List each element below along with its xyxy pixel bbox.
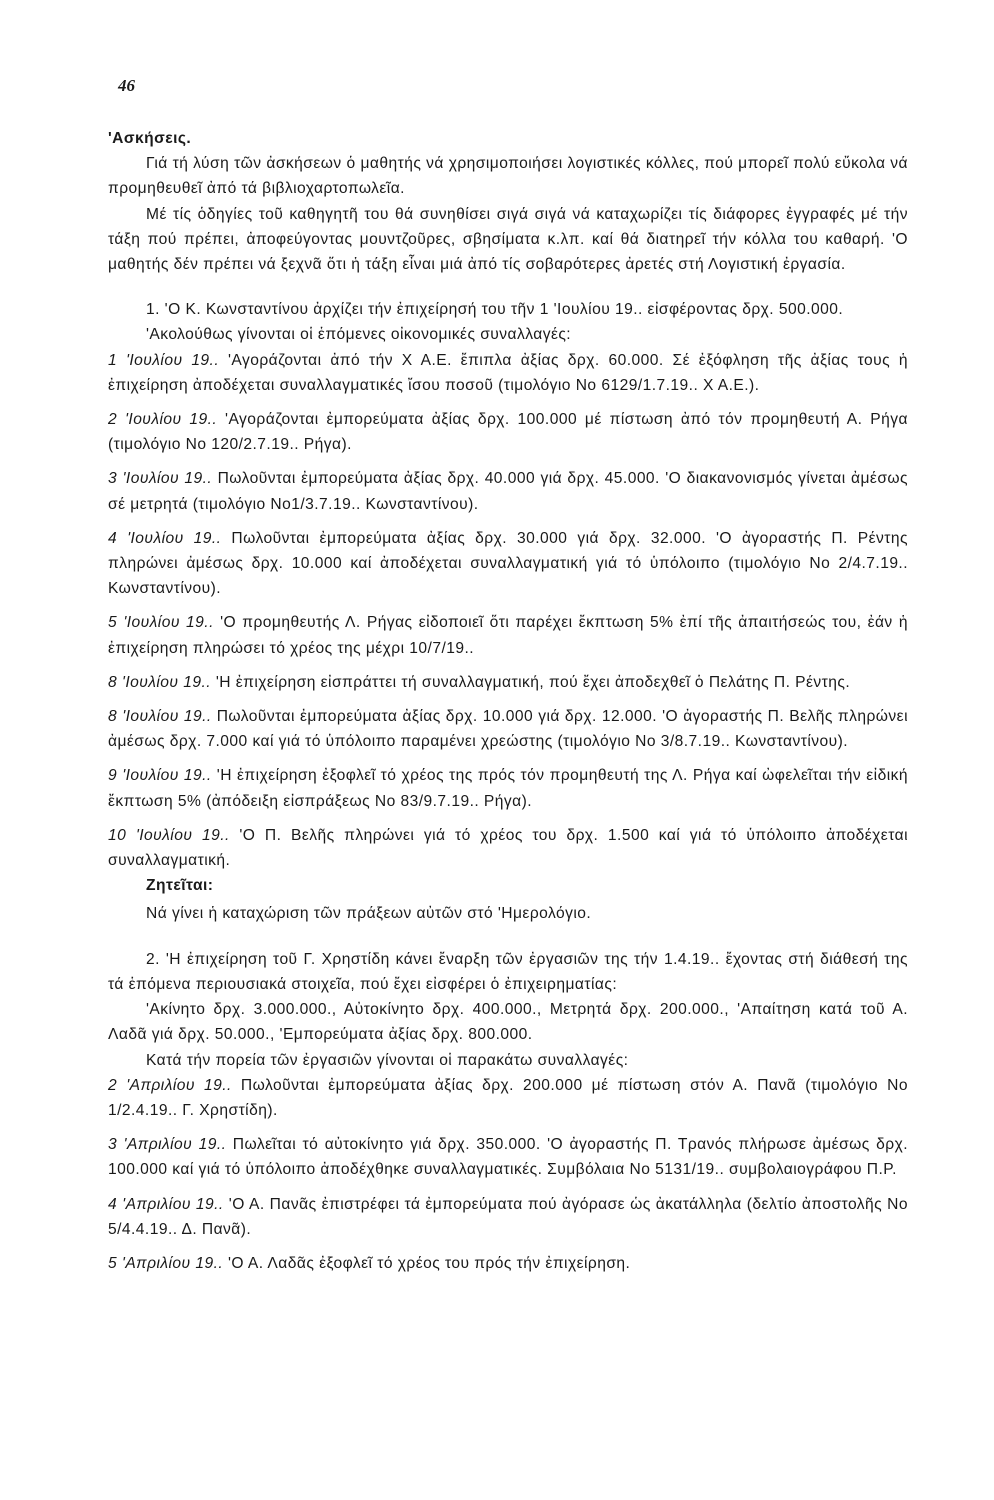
transaction-text: 'Αγοράζονται ἐμπορεύματα ἀξίας δρχ. 100.000 μέ πίστωση ἀπό τόν προμηθευτή Α. Ρήγα (τιμολόγιο Νο 120/2.7.19.. Ρήγα). <box>108 411 908 454</box>
transaction-text: Πωλοῦνται ἐμπορεύματα ἀξίας δρχ. 40.000 γιά δρχ. 45.000. 'Ο διακανονισμός γίνεται ἀμέσως σέ μετρητά (τιμολόγιο Νο1/3.7.19.. Κωνσταντίνου). <box>108 470 908 513</box>
transaction-text: Πωλεῖται τό αὐτοκίνητο γιά δρχ. 350.000. 'Ο ἀγοραστής Π. Τρανός πλήρωσε ἀμέσως δρχ. 100.000 καί γιά τό ὑπόλοιπο ἀποδέχθηκε συναλλαγματικές. Συμβόλαια Νο 5131/19.. συμβολαιογράφου Π.Ρ. <box>108 1136 908 1179</box>
exercise-2-intro: Κατά τήν πορεία τῶν ἐργασιῶν γίνονται οἱ παρακάτω συναλλαγές: <box>146 1051 629 1069</box>
section-heading: 'Ασκήσεις. <box>108 130 192 147</box>
exercise-1-opening: 1. 'Ο Κ. Κωνσταντίνου ἀρχίζει τήν ἐπιχείρησή του τῆν 1 'Ιουλίου 19.. εἰσφέροντας δρχ. 500.000. <box>146 301 844 319</box>
transaction-date: 8 'Ιουλίου 19.. <box>108 708 212 726</box>
transaction-date: 10 'Ιουλίου 19.. <box>108 826 230 844</box>
transaction-entry <box>108 1073 908 1123</box>
transaction-entry <box>108 763 908 813</box>
transaction-date: 3 'Απριλίου 19.. <box>108 1136 227 1154</box>
transaction-entry <box>108 610 908 660</box>
intro-paragraph: Γιά τή λύση τῶν ἀσκήσεων ὁ μαθητής νά χρησιμοποιήσει λογιστικές κόλλες, πού μπορεῖ πολύ εὔκολα νά προμηθευθεῖ ἀπό τά βιβλιοχαρτοπωλεῖα. <box>108 155 908 198</box>
page-content <box>108 126 908 1276</box>
transaction-entry <box>108 1132 908 1182</box>
transaction-text: 'Αγοράζονται ἀπό τήν Χ Α.Ε. ἔπιπλα ἀξίας δρχ. 60.000. Σέ ἐξόφληση τῆς ἀξίας τους ἡ ἐπιχείρηση ἀποδέχεται συναλλαγματικές ἴσου ποσοῦ (τιμολόγιο Νο 6129/1.7.19.. Χ Α.Ε.). <box>108 351 908 394</box>
required-text: Νά γίνει ἡ καταχώριση τῶν πράξεων αὐτῶν στό 'Ημερολόγιο. <box>146 905 592 923</box>
transaction-text: 'Ο Π. Βελῆς πληρώνει γιά τό χρέος του δρχ. 1.500 καί γιά τό ὑπόλοιπο ἀποδέχεται συναλλαγματική. <box>108 826 908 870</box>
transaction-date: 4 'Απριλίου 19.. <box>108 1195 224 1213</box>
transaction-text: 'Η ἐπιχείρηση ἐξοφλεῖ τό χρέος της πρός τόν προμηθευτή της Λ. Ρήγα καί ὠφελεῖται τήν εἰδική ἔκπτωση 5% (ἀπόδειξη εἰσπράξεως Νο 83/9.7.19.. Ρήγα). <box>108 767 908 810</box>
transaction-date: 5 'Απριλίου 19.. <box>108 1254 224 1272</box>
transaction-date: 8 'Ιουλίου 19.. <box>108 673 212 691</box>
transaction-text: Πωλοῦνται ἐμπορεύματα ἀξίας δρχ. 200.000 μέ πίστωση στόν Α. Πανᾶ (τιμολόγιο Νο 1/2.4.19.. Γ. Χρηστίδη). <box>108 1076 908 1119</box>
transaction-entry <box>108 466 908 516</box>
transaction-entry <box>108 1192 908 1242</box>
transaction-date: 2 'Ιουλίου 19.. <box>108 411 218 429</box>
page-number: 46 <box>118 76 135 95</box>
required-heading: Ζητεῖται: <box>146 877 214 895</box>
transaction-date: 1 'Ιουλίου 19.. <box>108 351 220 369</box>
transaction-text: 'Η ἐπιχείρηση εἰσπράττει τή συναλλαγματική, πού ἔχει ἀποδεχθεῖ ὁ Πελάτης Π. Ρέντης. <box>211 673 851 691</box>
transaction-date: 4 'Ιουλίου 19.. <box>108 529 222 547</box>
transaction-date: 9 'Ιουλίου 19.. <box>108 767 212 785</box>
transaction-entry <box>108 704 908 754</box>
transaction-date: 5 'Ιουλίου 19.. <box>108 614 214 632</box>
transaction-date: 2 'Απριλίου 19.. <box>108 1076 232 1094</box>
transaction-entry <box>108 1251 908 1276</box>
transaction-entry <box>108 407 908 457</box>
exercise-2-opening: 2. 'Η ἐπιχείρηση τοῦ Γ. Χρηστίδη κάνει ἔναρξη τῶν ἐργασιῶν της τήν 1.4.19.. ἔχοντας στή διάθεσή της τά ἑπόμενα περιουσιακά στοιχεῖα, πού ἔχει εἰσφέρει ὁ ἐπιχειρηματίας: <box>108 950 908 993</box>
transaction-date: 3 'Ιουλίου 19.. <box>108 470 213 488</box>
transaction-text: 'Ο προμηθευτής Λ. Ρήγας εἰδοποιεῖ ὅτι παρέχει ἔκπτωση 5% ἐπί τῆς ἀπαιτήσεώς του, ἐάν ἡ ἐπιχείρηση πληρώσει τό χρέος της μέχρι 10/7/19.. <box>108 614 908 657</box>
transaction-text: Πωλοῦνται ἐμπορεύματα ἀξίας δρχ. 10.000 γιά δρχ. 12.000. 'Ο ἀγοραστής Π. Βελῆς πληρώνει ἀμέσως δρχ. 7.000 καί γιά τό ὑπόλοιπο παραμένει χρεώστης (τιμολόγιο Νο 3/8.7.19.. Κωνσταντίνου). <box>108 708 908 751</box>
exercise-1-intro: 'Ακολούθως γίνονται οἱ ἑπόμενες οἰκονομικές συναλλαγές: <box>146 326 572 344</box>
transaction-text: Πωλοῦνται ἐμπορεύματα ἀξίας δρχ. 30.000 γιά δρχ. 32.000. 'Ο ἀγοραστής Π. Ρέντης πληρώνει ἀμέσως δρχ. 10.000 καί ἀποδέχεται συναλλαγματική γιά τό ὑπόλοιπο (τιμολόγιο Νο 2/4.7.19.. Κωνσταντίνου). <box>108 529 908 598</box>
intro-paragraph: Μέ τίς ὁδηγίες τοῦ καθηγητῆ του θά συνηθίσει σιγά σιγά νά καταχωρίζει τίς διάφορες ἐγγραφές μέ τήν τάξη πού πρέπει, ἀποφεύγοντας μουντζοῦρες, σβησίματα κ.λπ. καί θά διατηρεῖ τήν κόλλα του καθαρή. 'Ο μαθητής δέν πρέπει νά ξεχνᾶ ὅτι ἡ τάξη εἶναι μιά ἀπό τίς σοβαρότερες ἀρετές στή Λογιστική ἐργασία. <box>108 205 908 274</box>
transaction-text: 'Ο Α. Πανᾶς ἐπιστρέφει τά ἐμπορεύματα πού ἀγόρασε ὡς ἀκατάλληλα (δελτίο ἀποστολῆς Νο 5/4.4.19.. Δ. Πανᾶ). <box>108 1195 908 1238</box>
exercise-2-assets: 'Ακίνητο δρχ. 3.000.000., Αὐτοκίνητο δρχ. 400.000., Μετρητά δρχ. 200.000., 'Απαίτηση κατά τοῦ Α. Λαδᾶ γιά δρχ. 50.000., 'Εμπορεύματα ἀξίας δρχ. 800.000. <box>108 1001 908 1044</box>
transaction-entry <box>108 823 908 873</box>
transaction-text: 'Ο Α. Λαδᾶς ἐξοφλεῖ τό χρέος του πρός τήν ἐπιχείρηση. <box>223 1254 631 1272</box>
transaction-entry <box>108 348 908 398</box>
transaction-entry <box>108 526 908 602</box>
transaction-entry <box>108 670 908 695</box>
